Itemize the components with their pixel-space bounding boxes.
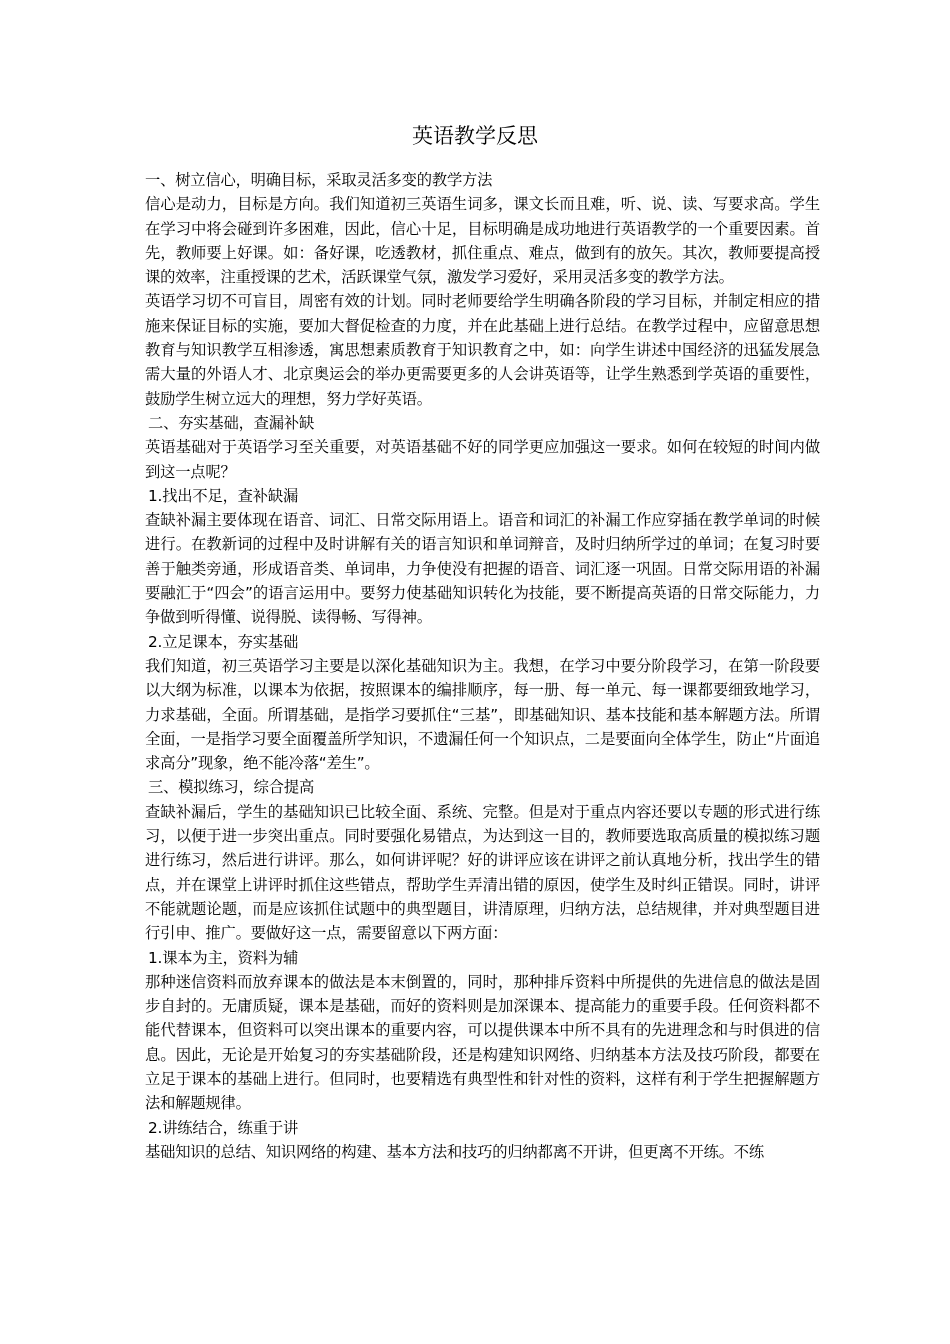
subsection-heading: 1.课本为主，资料为辅	[148, 948, 299, 967]
paragraph: 信心是动力，目标是方向。我们知道初三英语生词多，课文长而且难，听、说、读、写要求高。学生在学习中将会碰到许多困难，因此，信心十足，目标明确是成功地进行英语教学的一个重要因素。首先，教师要上好课。如：备好课，吃透教材，抓住重点、难点，做到有的放矢。其次，教师要提高授课的效率，注重授课的艺术，活跃课堂气氛，激发学习爱好，采用灵活多变的教学方法。	[145, 195, 820, 287]
paragraph: 那种迷信资料而放弃课本的做法是本末倒置的，同时，那种排斥资料中所提供的先进信息的做法是固步自封的。无庸质疑，课本是基础，而好的资料则是加深课本、提高能力的重要手段。任何资料都不能代替课本，但资料可以突出课本的重要内容，可以提供课本中所不具有的先进理念和与时俱进的信息。因此，无论是开始复习的夯实基础阶段，还是构建知识网络、归纳基本方法及技巧阶段，都要在立足于课本的基础上进行。但同时，也要精选有典型性和针对性的资料，这样有利于学生把握解题方法和解题规律。	[145, 972, 820, 1113]
section-heading-2: 二、夯实基础，查漏补缺	[148, 413, 315, 432]
section-heading-3: 三、模拟练习，综合提高	[148, 778, 315, 797]
subsection-heading: 1.找出不足，查补缺漏	[148, 486, 299, 505]
paragraph: 查缺补漏后，学生的基础知识已比较全面、系统、完整。但是对于重点内容还要以专题的形式进行练习，以便于进一步突出重点。同时要强化易错点，为达到这一目的，教师要选取高质量的模拟练习题进行练习，然后进行讲评。那么，如何讲评呢？好的讲评应该在讲评之前认真地分析，找出学生的错点，并在课堂上讲评时抓住这些错点，帮助学生弄清出错的原因，使学生及时纠正错误。同时，讲评不能就题论题，而是应该抓住试题中的典型题目，讲清原理，归纳方法，总结规律，并对典型题目进行引申、推广。要做好这一点，需要留意以下两方面：	[145, 802, 820, 943]
document-title: 英语教学反思	[412, 124, 538, 148]
document-body	[145, 168, 820, 1164]
paragraph: 英语基础对于英语学习至关重要，对英语基础不好的同学更应加强这一要求。如何在较短的时间内做到这一点呢？	[145, 438, 820, 481]
paragraph: 基础知识的总结、知识网络的构建、基本方法和技巧的归纳都离不开讲，但更离不开练。不练	[145, 1142, 764, 1161]
section-heading-1: 一、树立信心，明确目标，采取灵活多变的教学方法	[145, 171, 493, 189]
paragraph: 英语学习切不可盲目，周密有效的计划。同时老师要给学生明确各阶段的学习目标，并制定相应的措施来保证目标的实施，要加大督促检查的力度，并在此基础上进行总结。在教学过程中，应留意思想教育与知识教学互相渗透，寓思想素质教育于知识教育之中，如：向学生讲述中国经济的迅猛发展急需大量的外语人才、北京奥运会的举办更需要更多的人会讲英语等，让学生熟悉到学英语的重要性，鼓励学生树立远大的理想，努力学好英语。	[145, 292, 820, 408]
paragraph: 我们知道，初三英语学习主要是以深化基础知识为主。我想，在学习中要分阶段学习，在第一阶段要以大纲为标准，以课本为依据，按照课本的编排顺序，每一册、每一单元、每一课都要细致地学习，力求基础，全面。所谓基础，是指学习要抓住“三基”，即基础知识、基本技能和基本解题方法。所谓全面，一是指学习要全面覆盖所学知识，不遗漏任何一个知识点，二是要面向全体学生，防止“片面追求高分”现象，绝不能冷落“差生”。	[145, 656, 820, 773]
subsection-heading: 2.立足课本，夯实基础	[148, 632, 299, 651]
paragraph: 查缺补漏主要体现在语音、词汇、日常交际用语上。语音和词汇的补漏工作应穿插在教学单词的时候进行。在教新词的过程中及时讲解有关的语言知识和单词辩音，及时归纳所学过的单词；在复习时要善于触类旁通，形成语音类、单词串，力争使没有把握的语音、词汇逐一巩固。日常交际用语的补漏要融汇于“四会”的语言运用中。要努力使基础知识转化为技能，要不断提高英语的日常交际能力，力争做到听得懂、说得脱、读得畅、写得神。	[145, 511, 820, 627]
subsection-heading: 2.讲练结合，练重于讲	[148, 1118, 299, 1137]
